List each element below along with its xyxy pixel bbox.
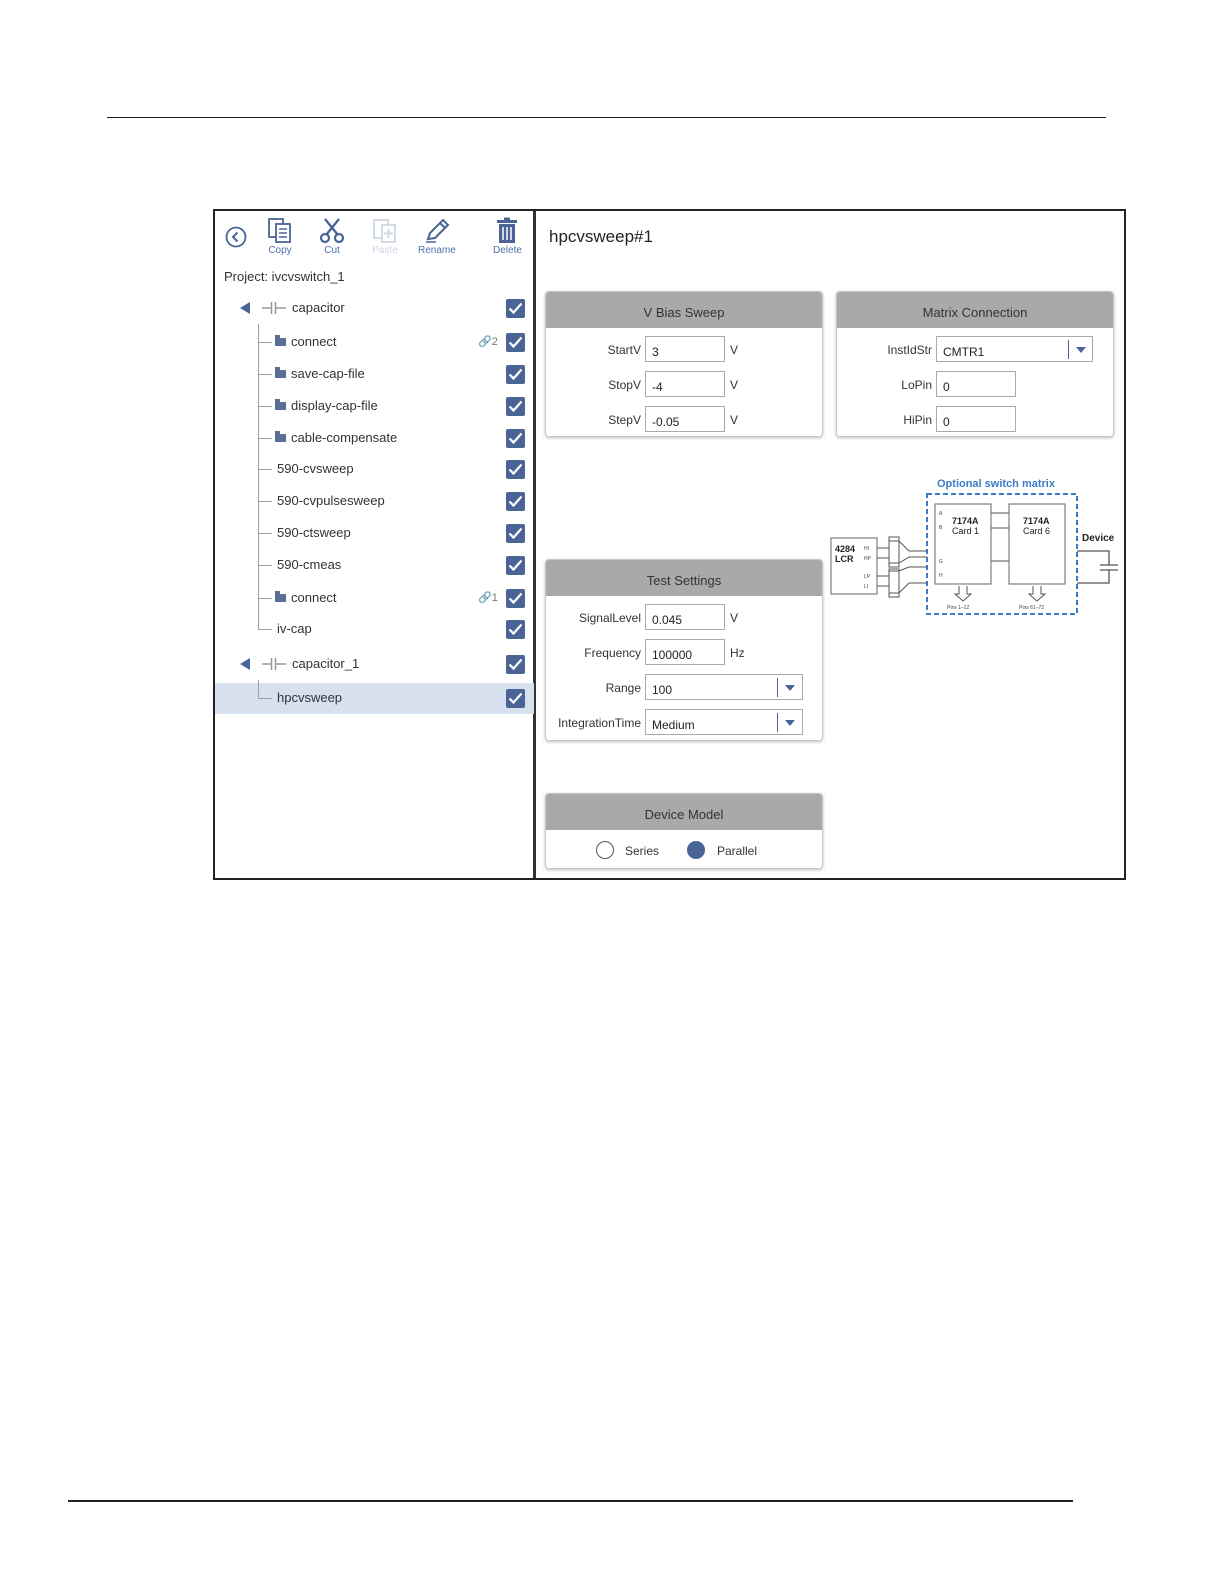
link-count — [478, 335, 498, 348]
row-label: A — [939, 511, 943, 517]
tree-branch — [258, 469, 272, 470]
stopv-unit: V — [730, 378, 739, 392]
tree-branch — [258, 598, 272, 599]
tree-item-connect[interactable] — [215, 327, 534, 358]
tree-item-connect-2[interactable] — [215, 583, 534, 614]
lcr-label-type: LCR — [835, 554, 854, 564]
hipin-label: HiPin — [903, 413, 932, 427]
tree-item-checkbox[interactable] — [506, 397, 525, 416]
action-icon — [275, 402, 286, 410]
tree-branch — [258, 374, 272, 375]
signal-level-label: SignalLevel — [578, 611, 641, 625]
tree-branch — [258, 501, 272, 502]
checkmark-icon — [508, 623, 523, 636]
tree-item-cable-compensate[interactable] — [215, 423, 534, 454]
instid-value: CMTR1 — [943, 345, 985, 359]
chevron-down-icon — [1076, 347, 1086, 353]
stepv-label: StepV — [608, 413, 641, 427]
tree-item-590-cvpulsesweep[interactable] — [215, 486, 534, 517]
tree-item-display-cap-file[interactable] — [215, 391, 534, 422]
stopv-input[interactable]: -4 — [645, 371, 725, 397]
tree-item-label: display-cap-file — [291, 398, 378, 413]
tree-item-checkbox[interactable] — [506, 556, 525, 575]
action-icon — [275, 370, 286, 378]
tree-item-590-cvsweep[interactable] — [215, 454, 534, 485]
startv-row — [546, 336, 816, 364]
checkmark-icon — [508, 658, 523, 671]
tree-item-checkbox[interactable] — [506, 299, 525, 318]
card-6-label: Card 6 — [1023, 526, 1051, 536]
capacitor-icon — [262, 657, 286, 671]
switch-matrix-diagram — [827, 473, 1127, 623]
tree-item-checkbox[interactable] — [506, 365, 525, 384]
down-arrow-icon — [1029, 586, 1045, 601]
checkmark-icon — [508, 400, 523, 413]
terminal-label: HI — [864, 546, 869, 552]
paste-icon — [371, 217, 399, 244]
checkmark-icon — [508, 336, 523, 349]
tree-item-iv-cap[interactable] — [215, 614, 534, 645]
collapse-triangle-icon[interactable] — [240, 658, 250, 670]
hipin-row — [837, 406, 1107, 434]
instid-label: InstIdStr — [887, 343, 932, 357]
app-window — [213, 209, 1126, 880]
tree-item-checkbox[interactable] — [506, 655, 525, 674]
integration-time-dropdown[interactable] — [645, 709, 803, 735]
chevron-down-icon — [785, 720, 795, 726]
series-label: Series — [625, 844, 660, 858]
tree-item-checkbox[interactable] — [506, 524, 525, 543]
tree-branch — [258, 698, 272, 699]
settings-pane — [537, 211, 1124, 878]
range-row — [546, 674, 816, 702]
panel-header: V Bias Sweep — [546, 292, 822, 328]
frequency-input[interactable]: 100000 — [645, 639, 725, 665]
tree-item-checkbox[interactable] — [506, 492, 525, 511]
parallel-label: Parallel — [717, 844, 758, 858]
integration-time-row — [546, 709, 816, 737]
startv-input[interactable]: 3 — [645, 336, 725, 362]
tree-item-save-cap-file[interactable] — [215, 359, 534, 390]
collapse-triangle-icon[interactable] — [240, 302, 250, 314]
checkmark-icon — [508, 527, 523, 540]
link-count — [478, 591, 498, 604]
range-value: 100 — [652, 683, 673, 697]
tree-item-590-ctsweep[interactable] — [215, 518, 534, 549]
copy-button[interactable] — [265, 217, 295, 256]
signal-level-row — [546, 604, 816, 632]
link-count-value: 2 — [491, 336, 498, 348]
startv-label: StartV — [607, 343, 641, 357]
instid-row — [837, 336, 1107, 364]
action-icon — [275, 338, 286, 346]
tree-branch — [258, 629, 272, 630]
tree-item-checkbox[interactable] — [506, 460, 525, 479]
link-icon: 🔗 — [478, 336, 492, 348]
checkmark-icon — [508, 495, 523, 508]
checkmark-icon — [508, 302, 523, 315]
terminal-label: LI — [864, 584, 869, 590]
back-icon[interactable] — [225, 226, 247, 248]
rename-button[interactable] — [418, 217, 456, 256]
chevron-down-icon — [785, 685, 795, 691]
terminal-label: HP — [864, 556, 871, 562]
copy-label: Copy — [268, 245, 292, 256]
tree-branch — [258, 342, 272, 343]
capacitor-icon — [262, 301, 286, 315]
page-title: hpcvsweep#1 — [549, 227, 653, 246]
device-model-panel — [545, 793, 823, 869]
card-6-model: 7174A — [1023, 516, 1050, 526]
panel-header: Matrix Connection — [837, 292, 1113, 328]
tree-item-checkbox[interactable] — [506, 333, 525, 352]
diagram-title: Optional switch matrix — [937, 478, 1055, 490]
stepv-input[interactable]: -0.05 — [645, 406, 725, 432]
tree-connector — [258, 683, 259, 699]
checkmark-icon — [508, 592, 523, 605]
tree-item-label: connect — [291, 334, 337, 349]
checkmark-icon — [508, 692, 523, 705]
row-label: B — [939, 525, 943, 531]
integration-time-label: IntegrationTime — [558, 716, 641, 730]
tree-item-checkbox[interactable] — [506, 429, 525, 448]
device-capacitor-symbol — [1077, 551, 1118, 583]
panel-header: Device Model — [546, 794, 822, 830]
tree-item-label: save-cap-file — [291, 366, 365, 381]
tree-branch — [258, 438, 272, 439]
lopin-label: LoPin — [901, 378, 932, 392]
cut-button[interactable] — [319, 217, 345, 256]
tree-item-hpcvsweep[interactable] — [215, 683, 534, 714]
dropdown-separator — [777, 713, 778, 732]
integration-time-value: Medium — [652, 718, 695, 732]
range-dropdown[interactable] — [645, 674, 803, 700]
project-tree-pane — [215, 211, 536, 878]
signal-level-unit: V — [730, 611, 739, 625]
tree-item-label: capacitor_1 — [292, 656, 360, 671]
tree-item-590-cmeas[interactable] — [215, 550, 534, 581]
stepv-unit: V — [730, 413, 739, 427]
paste-button[interactable] — [371, 217, 399, 256]
checkmark-icon — [508, 432, 523, 445]
copy-icon — [265, 217, 295, 244]
cut-label: Cut — [324, 245, 340, 256]
checkmark-icon — [508, 368, 523, 381]
trash-icon — [495, 217, 519, 244]
tree-item-checkbox[interactable] — [506, 620, 525, 639]
dropdown-separator — [1068, 340, 1069, 359]
frequency-row — [546, 639, 816, 667]
scissors-icon — [319, 217, 345, 244]
test-settings-panel — [545, 559, 823, 741]
hipin-input[interactable]: 0 — [936, 406, 1016, 432]
cable-connections — [877, 537, 927, 597]
startv-unit: V — [730, 343, 739, 357]
down-arrow-icon — [955, 586, 971, 601]
panel-header: Test Settings — [546, 560, 822, 596]
tree-item-label: 590-cvsweep — [277, 461, 354, 476]
tree-branch — [258, 406, 272, 407]
frequency-unit: Hz — [730, 646, 745, 660]
frequency-label: Frequency — [584, 646, 641, 660]
tree-item-label: 590-cmeas — [277, 557, 342, 572]
series-radio[interactable] — [596, 841, 614, 859]
tree-item-label: cable-compensate — [291, 430, 398, 445]
row-label: G — [939, 559, 943, 565]
pins-label-card-6: Pins 61–72 — [1019, 605, 1045, 611]
tree-item-label: hpcvsweep — [277, 690, 343, 705]
tree-item-label: 590-cvpulsesweep — [277, 493, 385, 508]
tree-item-capacitor-1[interactable] — [215, 649, 534, 680]
stopv-row — [546, 371, 816, 399]
tree-item-label: 590-ctsweep — [277, 525, 351, 540]
card-1-label: Card 1 — [952, 526, 980, 536]
device-label: Device — [1082, 533, 1115, 544]
action-icon — [275, 594, 286, 602]
lopin-row — [837, 371, 1107, 399]
action-icon — [275, 434, 286, 442]
checkmark-icon — [508, 559, 523, 572]
parallel-radio[interactable] — [687, 841, 705, 859]
stopv-label: StopV — [608, 378, 641, 392]
instid-dropdown[interactable] — [936, 336, 1093, 362]
pins-label-card-1: Pins 1–12 — [947, 605, 970, 611]
bottom-rule — [68, 1500, 1073, 1502]
signal-level-input[interactable]: 0.045 — [645, 604, 725, 630]
tree-item-checkbox[interactable] — [506, 689, 525, 708]
pencil-icon — [422, 217, 452, 244]
tree-item-label: connect — [291, 590, 337, 605]
tree-branch — [258, 565, 272, 566]
tree-item-label: capacitor — [292, 300, 345, 315]
delete-button[interactable] — [493, 217, 522, 256]
matrix-connection-panel — [836, 291, 1114, 437]
lopin-input[interactable]: 0 — [936, 371, 1016, 397]
card-links — [991, 513, 1009, 561]
top-rule — [107, 117, 1106, 118]
link-count-value: 1 — [491, 592, 498, 604]
card-1-model: 7174A — [952, 516, 979, 526]
paste-label: Paste — [372, 245, 398, 256]
checkmark-icon — [508, 463, 523, 476]
delete-label: Delete — [493, 245, 522, 256]
rename-label: Rename — [418, 245, 456, 256]
terminal-label: LP — [864, 574, 871, 580]
stepv-row — [546, 406, 816, 434]
link-icon: 🔗 — [478, 592, 492, 604]
tree-item-checkbox[interactable] — [506, 589, 525, 608]
tree-item-capacitor[interactable] — [215, 293, 534, 324]
lcr-label-model: 4284 — [835, 544, 856, 554]
row-label: H — [939, 573, 943, 579]
dropdown-separator — [777, 678, 778, 697]
v-bias-sweep-panel — [545, 291, 823, 437]
tree-branch — [258, 533, 272, 534]
project-label: Project: ivcvswitch_1 — [224, 269, 345, 284]
range-label: Range — [605, 681, 641, 695]
tree-item-label: iv-cap — [277, 621, 312, 636]
